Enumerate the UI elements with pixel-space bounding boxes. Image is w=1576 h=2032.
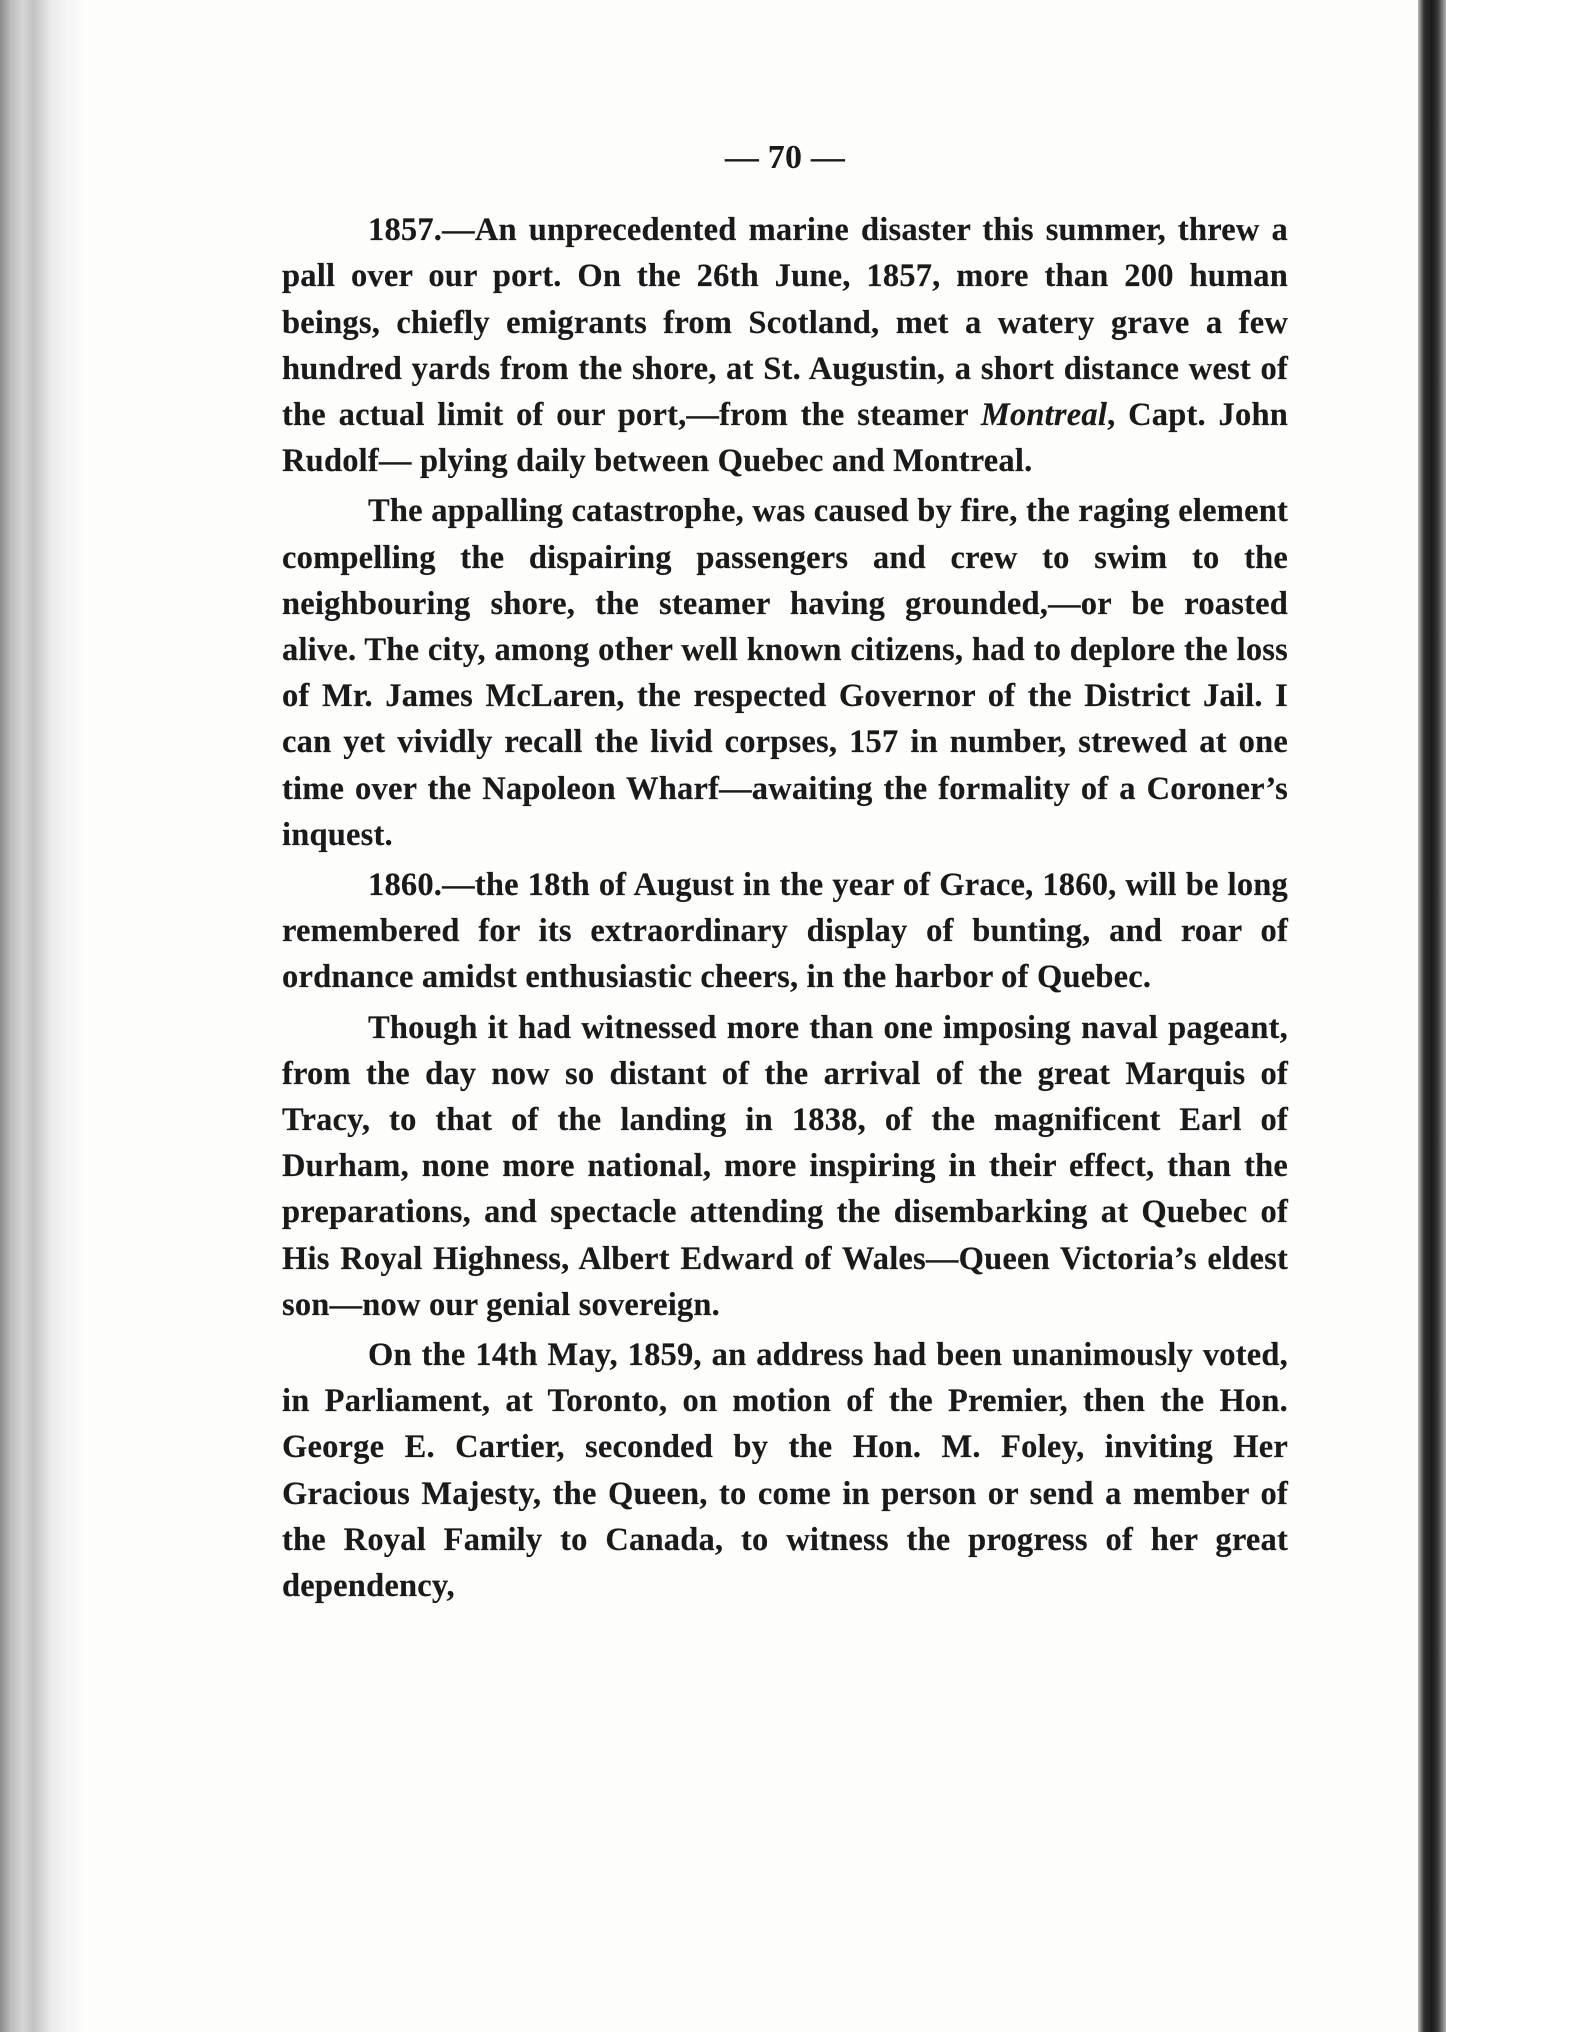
book-spine-shadow (1418, 0, 1446, 2032)
paragraph-1857-text-end: , Capt. John Rudolf— plying daily between Quebec and Montreal. (282, 397, 1288, 480)
paragraph-1860: 1860.—the 18th of August in the year of Grace, 1860, will be long remembered for its extraordinary display of bunting, and roar of ordnance amidst enthusiastic cheers, in the harbor of Quebec. (282, 867, 1288, 996)
facing-page (1446, 0, 1576, 2032)
paragraph-1857-text-start: 1857.—An unprecedented marine disaster this summer, threw a pall over our port. On the 26th June, 1857, more than 200 human beings, chiefly emigrants from Scotland, met a watery grave a few hundred yards from the shore, at St. Augustin, a short distance west of the actual limit of our port,—from the steamer (282, 212, 1288, 434)
ship-name: Montreal (980, 397, 1108, 434)
paragraph-catastrophe: The appalling catastrophe, was caused by fire, the raging element compelling the dispairing passengers and crew to swim to the neighbouring shore, the steamer having grounded,—or be roasted alive. The city, among other well known citizens, had to deplore the loss of Mr. James McLaren, the respected Governor of the District Jail. I can yet vividly recall the livid corpses, 157 in number, strewed at one time over the Napoleon Wharf—awaiting the formality of a Coroner’s inquest. (282, 493, 1288, 853)
book-page-edges (0, 0, 70, 2032)
page-text (282, 135, 1288, 1609)
paragraph-1857 (282, 207, 1288, 484)
page-gutter (70, 0, 84, 2032)
page-number: — 70 — (724, 139, 846, 176)
paragraph-naval-pageant: Though it had witnessed more than one imposing naval pageant, from the day now so distant of the arrival of the great Marquis of Tracy, to that of the landing in 1838, of the magnificent Earl of Durham, none more national, more inspiring in their effect, than the preparations, and spectacle attending the disembarking at Quebec of His Royal Highness, Albert Edward of Wales—Queen Victoria’s eldest son—now our genial sovereign. (282, 1009, 1288, 1323)
paragraph-address: On the 14th May, 1859, an address had been unanimously voted, in Parliament, at Toronto, on motion of the Premier, then the Hon. George E. Cartier, seconded by the Hon. M. Foley, inviting Her Gracious Majesty, the Queen, to come in person or send a member of the Royal Family to Canada, to witness the progress of her great dependency, (282, 1337, 1288, 1605)
